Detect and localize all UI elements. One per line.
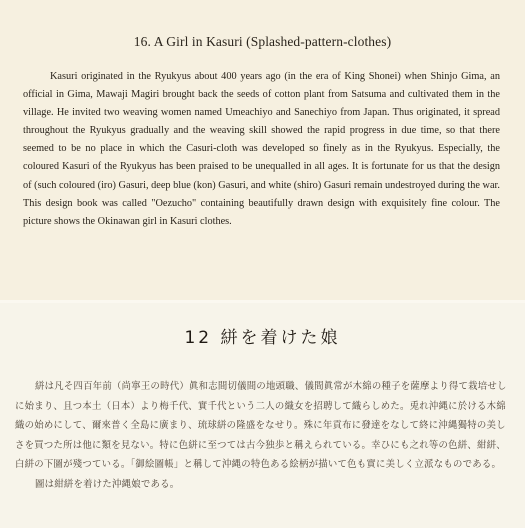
japanese-body [15,377,509,495]
japanese-title: 12 絣を着けた娘 [184,328,341,348]
english-paragraph: Kasuri originated in the Ryukyus about 400 years ago (in the era of King Shonei) when Shinjo Gima, an official in Gima, Mawaji Magiri brought back the seeds of cotton plant from Satsuma and cultivated them in the village. He invited two weaving women named Umeachiyo and Sanechiyo from Japan. Thus originated, it spread throughout the Ryukyus gradually and the weaving skill showed the rapid progress in due time, so that there seemed to be no place in which the Casuri-cloth was developed so finely as in the Ryukyus. Especially, the coloured Kasuri of the Ryukyus has been praised to be unequalled in all ages. It is fortunate for us that the design of (such coloured (iro) Gasuri, deep blue (kon) Gasuri, and white (shiro) Gasuri remain undestroyed during the war. This design book was called "Oezucho" containing beautifully drawn design with exquisitely fine colour. The picture shows the Okinawan girl in Kasuri clothes. [23,71,500,227]
english-title: 16. A Girl in Kasuri (Splashed-pattern-clothes) [133,34,392,49]
japanese-caption: 圖は紺絣を着けた沖縄娘である。 [35,478,180,490]
english-body [23,68,500,231]
japanese-paragraph: 絣は凡そ四百年前（尚寧王の時代）眞和志間切儀間の地頭職、儀間眞常が木綿の種子を薩摩より得て栽培せしに始まり、且つ本土（日本）より梅千代、實千代という二人の織女を招聘して織らしめた。兎れ沖縄に於ける木綿織の始めにして、爾來普く全島に廣まり、琉球絣の隆盛をなせり。殊に年貢布に發達をなして終に沖縄獨特の美しさを買つた所は他に類を見ない。特に色絣に至つては古今独歩と稱えられている。幸ひにも之れ等の色絣、紺絣、白絣の下圖が殘つている。「御絵圖帳」と稱して沖縄の特色ある絵柄が描いて色も實に美しく立派なものである。 [15,381,507,471]
